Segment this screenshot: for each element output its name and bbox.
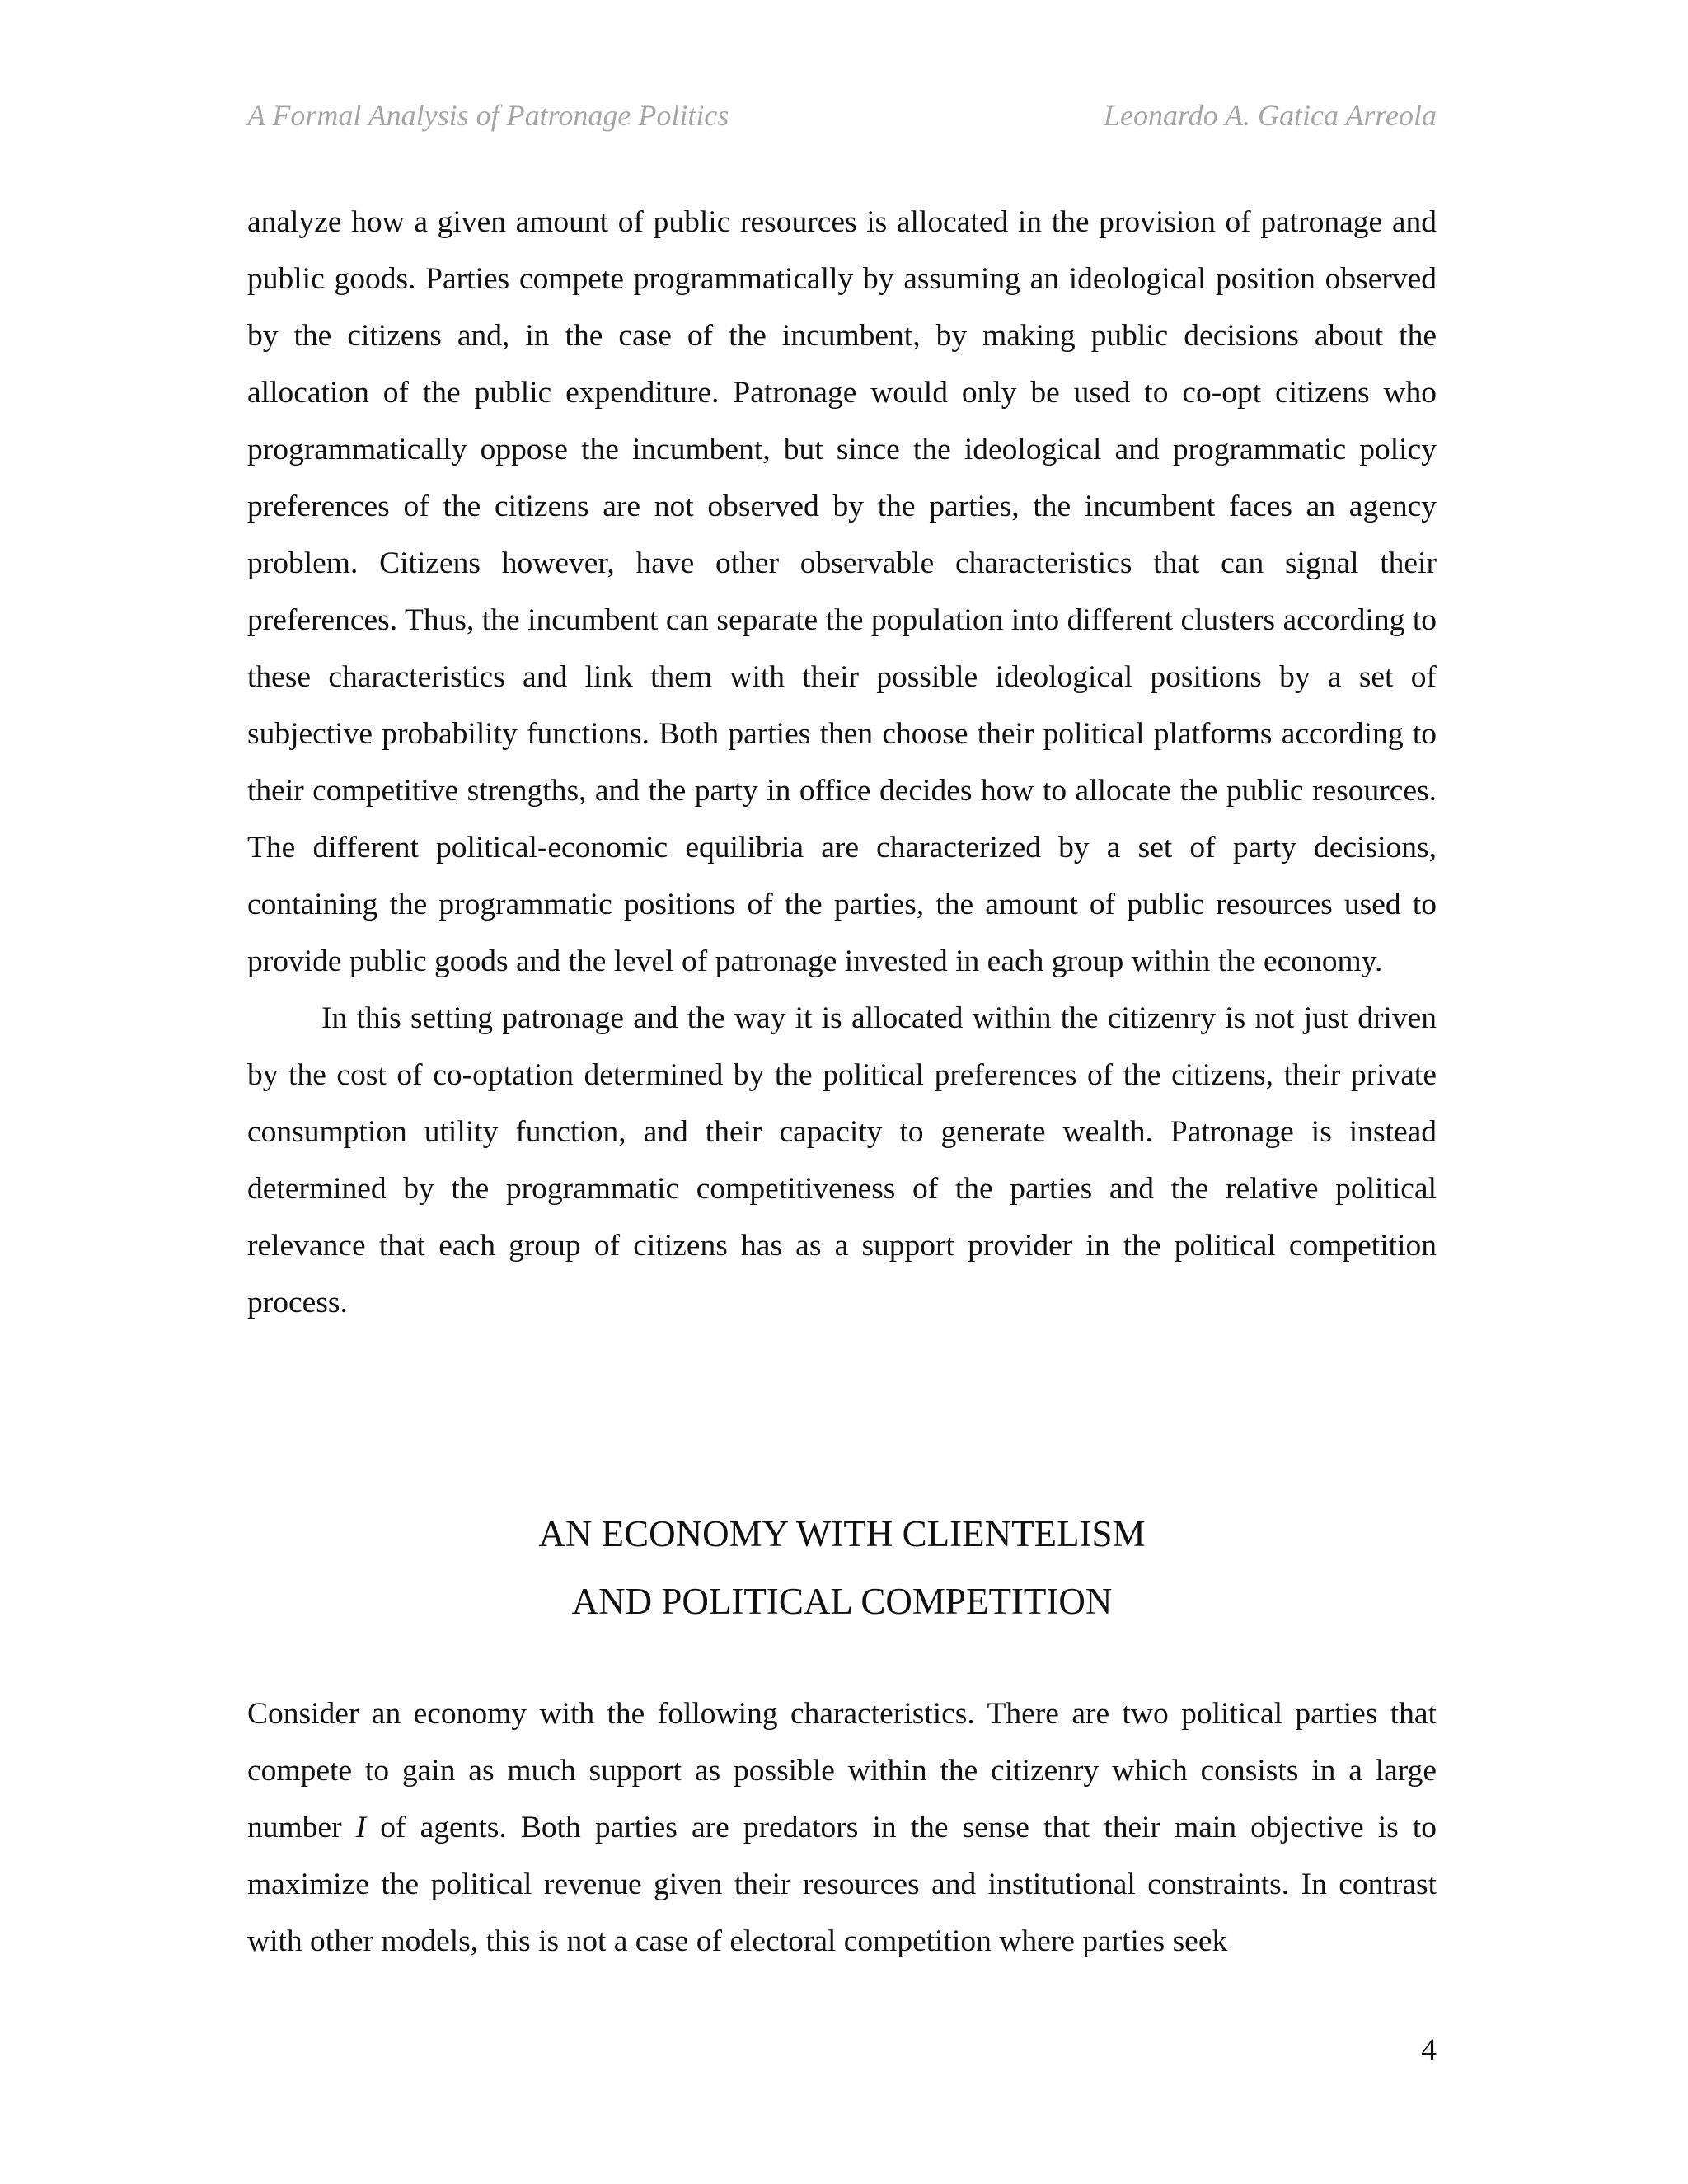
paragraph-2: In this setting patronage and the way it is allocated within the citizenry is not just driven by the cost of co-optation determined by the political preferences of the citizens, their private consumption utility function, and their capacity to generate wealth. Patronage is instead determined by the programmatic competitiveness of the parties and the relative political relevance that each group of citizens has as a support provider in the political competition process. [247, 1001, 1437, 1319]
section-text [247, 1685, 1437, 1970]
header-title: A Formal Analysis of Patronage Politics [247, 99, 729, 132]
paragraph-1: analyze how a given amount of public resources is allocated in the provision of patronage and public goods. Parties compete programmatically by assuming an ideological position observed by the citizens and, in the case of the incumbent, by making public decisions about the allocation of the public expenditure. Patronage would only be used to co-opt citizens who programmatically oppose the incumbent, but since the ideological and programmatic policy preferences of the citizens are not observed by the parties, the incumbent faces an agency problem. Citizens however, have other observable characteristics that can signal their preferences. Thus, the incumbent can separate the population into different clusters according to these characteristics and link them with their possible ideological positions by a set of subjective probability functions. Both parties then choose their political platforms according to their competitive strengths, and the party in office decides how to allocate the public resources. The different political-economic equilibria are characterized by a set of party decisions, containing the programmatic positions of the parties, the amount of public resources used to provide public goods and the level of patronage invested in each group within the economy. [247, 205, 1437, 978]
running-header [247, 97, 1437, 134]
section-heading-line-2: AND POLITICAL COMPETITION [571, 1581, 1113, 1622]
header-author: Leonardo A. Gatica Arreola [1104, 99, 1437, 132]
body-text [247, 194, 1437, 1331]
page-number: 4 [1421, 2033, 1437, 2067]
variable-i: I [355, 1811, 367, 1844]
section-paragraph-1 [247, 1685, 1437, 1970]
section-paragraph-1-part-b: of agents. Both parties are predators in the sense that their main objective is to maximize the political revenue given their resources and institutional constraints. In contrast with other models, this is not a case of electoral competition where parties seek [247, 1811, 1437, 1958]
section-heading-line-1: AN ECONOMY WITH CLIENTELISM [538, 1513, 1146, 1554]
section-paragraph-1-part-a: Consider an economy with the following characteristics. There are two political parties that compete to gain as much support as possible within the citizenry which consists in a large number [247, 1697, 1437, 1844]
section-heading [247, 1500, 1437, 1635]
